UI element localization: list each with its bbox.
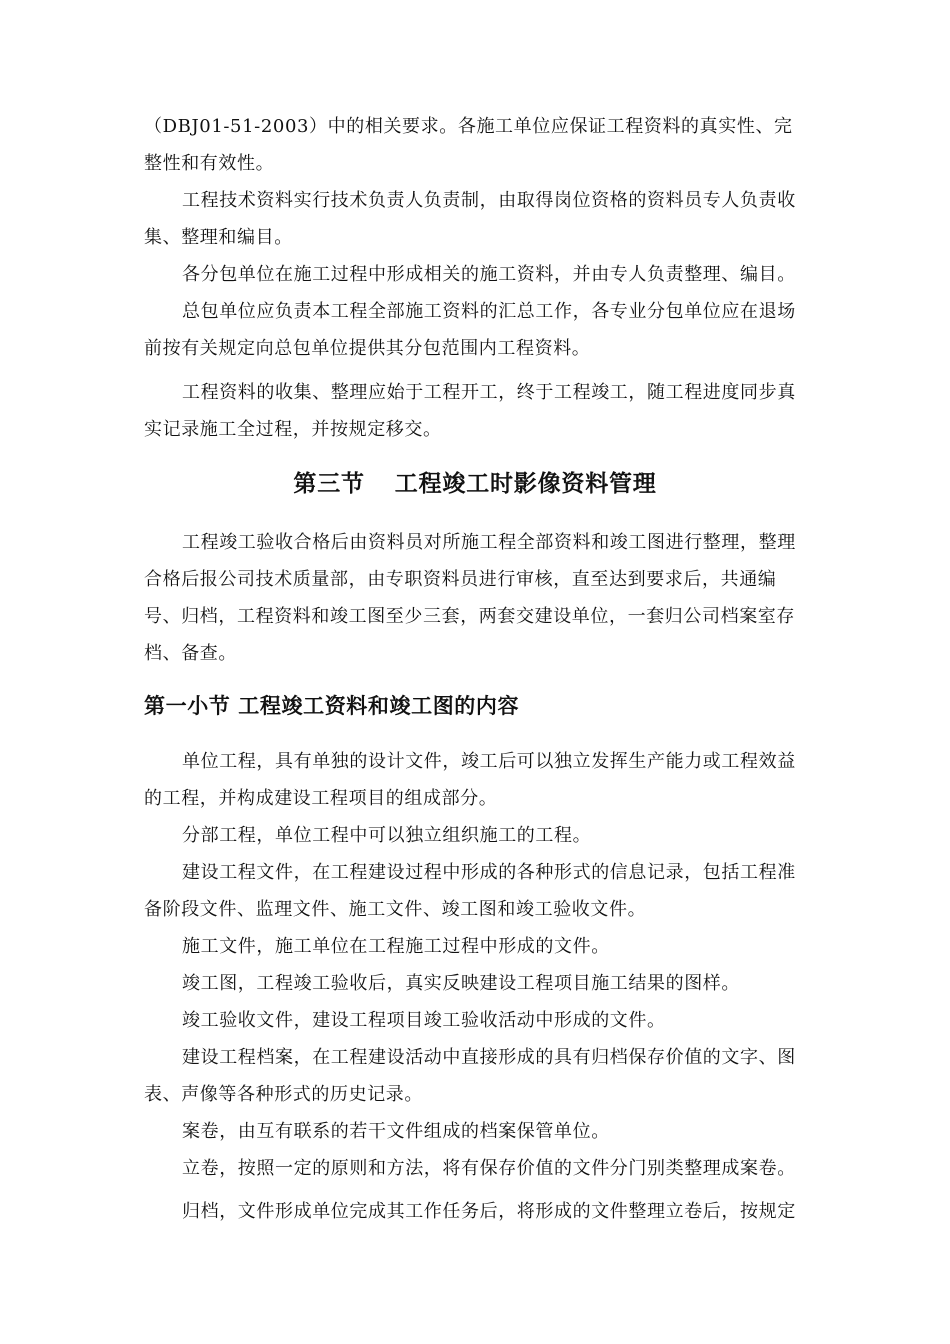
paragraph-archiving: 归档，文件形成单位完成其工作任务后，将形成的文件整理立卷后，按规定 (182, 1201, 796, 1222)
section-title-text: 工程竣工时影像资料管理 (394, 471, 657, 497)
section-number: 第三节 (293, 471, 365, 497)
paragraph-acceptance-docs: 竣工验收文件，建设工程项目竣工验收活动中形成的文件。 (182, 1010, 666, 1031)
paragraph-sub-project: 分部工程，单位工程中可以独立组织施工的工程。 (182, 825, 592, 846)
paragraph-as-built-drawing: 竣工图，工程竣工验收后，真实反映建设工程项目施工结果的图样。 (182, 973, 740, 994)
subsection-heading: 第一小节 工程竣工资料和竣工图的内容 (144, 694, 520, 718)
paragraph-tech-responsibility: 工程技术资料实行技术负责人负责制，由取得岗位资格的资料员专人负责收集、整理和编目。 (144, 190, 796, 248)
paragraph-construction-files: 建设工程文件，在工程建设过程中形成的各种形式的信息记录，包括工程准备阶段文件、监理文件、施工文件、竣工图和竣工验收文件。 (144, 862, 796, 920)
paragraph-completion-archiving: 工程竣工验收合格后由资料员对所施工程全部资料和竣工图进行整理，整理合格后报公司技术质量部，由专职资料员进行审核，直至达到要求后，共通编号、归档，工程资料和竣工图至少三套，两套交建设单位，一套归公司档案室存档、备查。 (144, 532, 796, 664)
paragraph-collection: 工程资料的收集、整理应始于工程开工，终于工程竣工，随工程进度同步真实记录施工全过程，并按规定移交。 (144, 382, 796, 440)
paragraph-file-volume: 案卷，由互有联系的若干文件组成的档案保管单位。 (182, 1121, 610, 1142)
paragraph-general-contractor: 总包单位应负责本工程全部施工资料的汇总工作，各专业分包单位应在退场前按有关规定向总包单位提供其分包范围内工程资料。 (144, 301, 796, 359)
paragraph-project-archive: 建设工程档案，在工程建设活动中直接形成的具有归档保存价值的文字、图表、声像等各种形式的历史记录。 (144, 1047, 796, 1105)
paragraph-construction-docs: 施工文件，施工单位在工程施工过程中形成的文件。 (182, 936, 610, 957)
paragraph-filing: 立卷，按照一定的原则和方法，将有保存价值的文件分门别类整理成案卷。 (182, 1158, 796, 1179)
paragraph-unit-project: 单位工程，具有单独的设计文件，竣工后可以独立发挥生产能力或工程效益的工程，并构成建设工程项目的组成部分。 (144, 751, 796, 809)
paragraph-subcontractor: 各分包单位在施工过程中形成相关的施工资料，并由专人负责整理、编目。 (182, 264, 796, 285)
section-heading (0, 465, 950, 498)
paragraph-requirements: （DBJ01-51-2003）中的相关要求。各施工单位应保证工程资料的真实性、完整性和有效性。 (144, 116, 793, 174)
